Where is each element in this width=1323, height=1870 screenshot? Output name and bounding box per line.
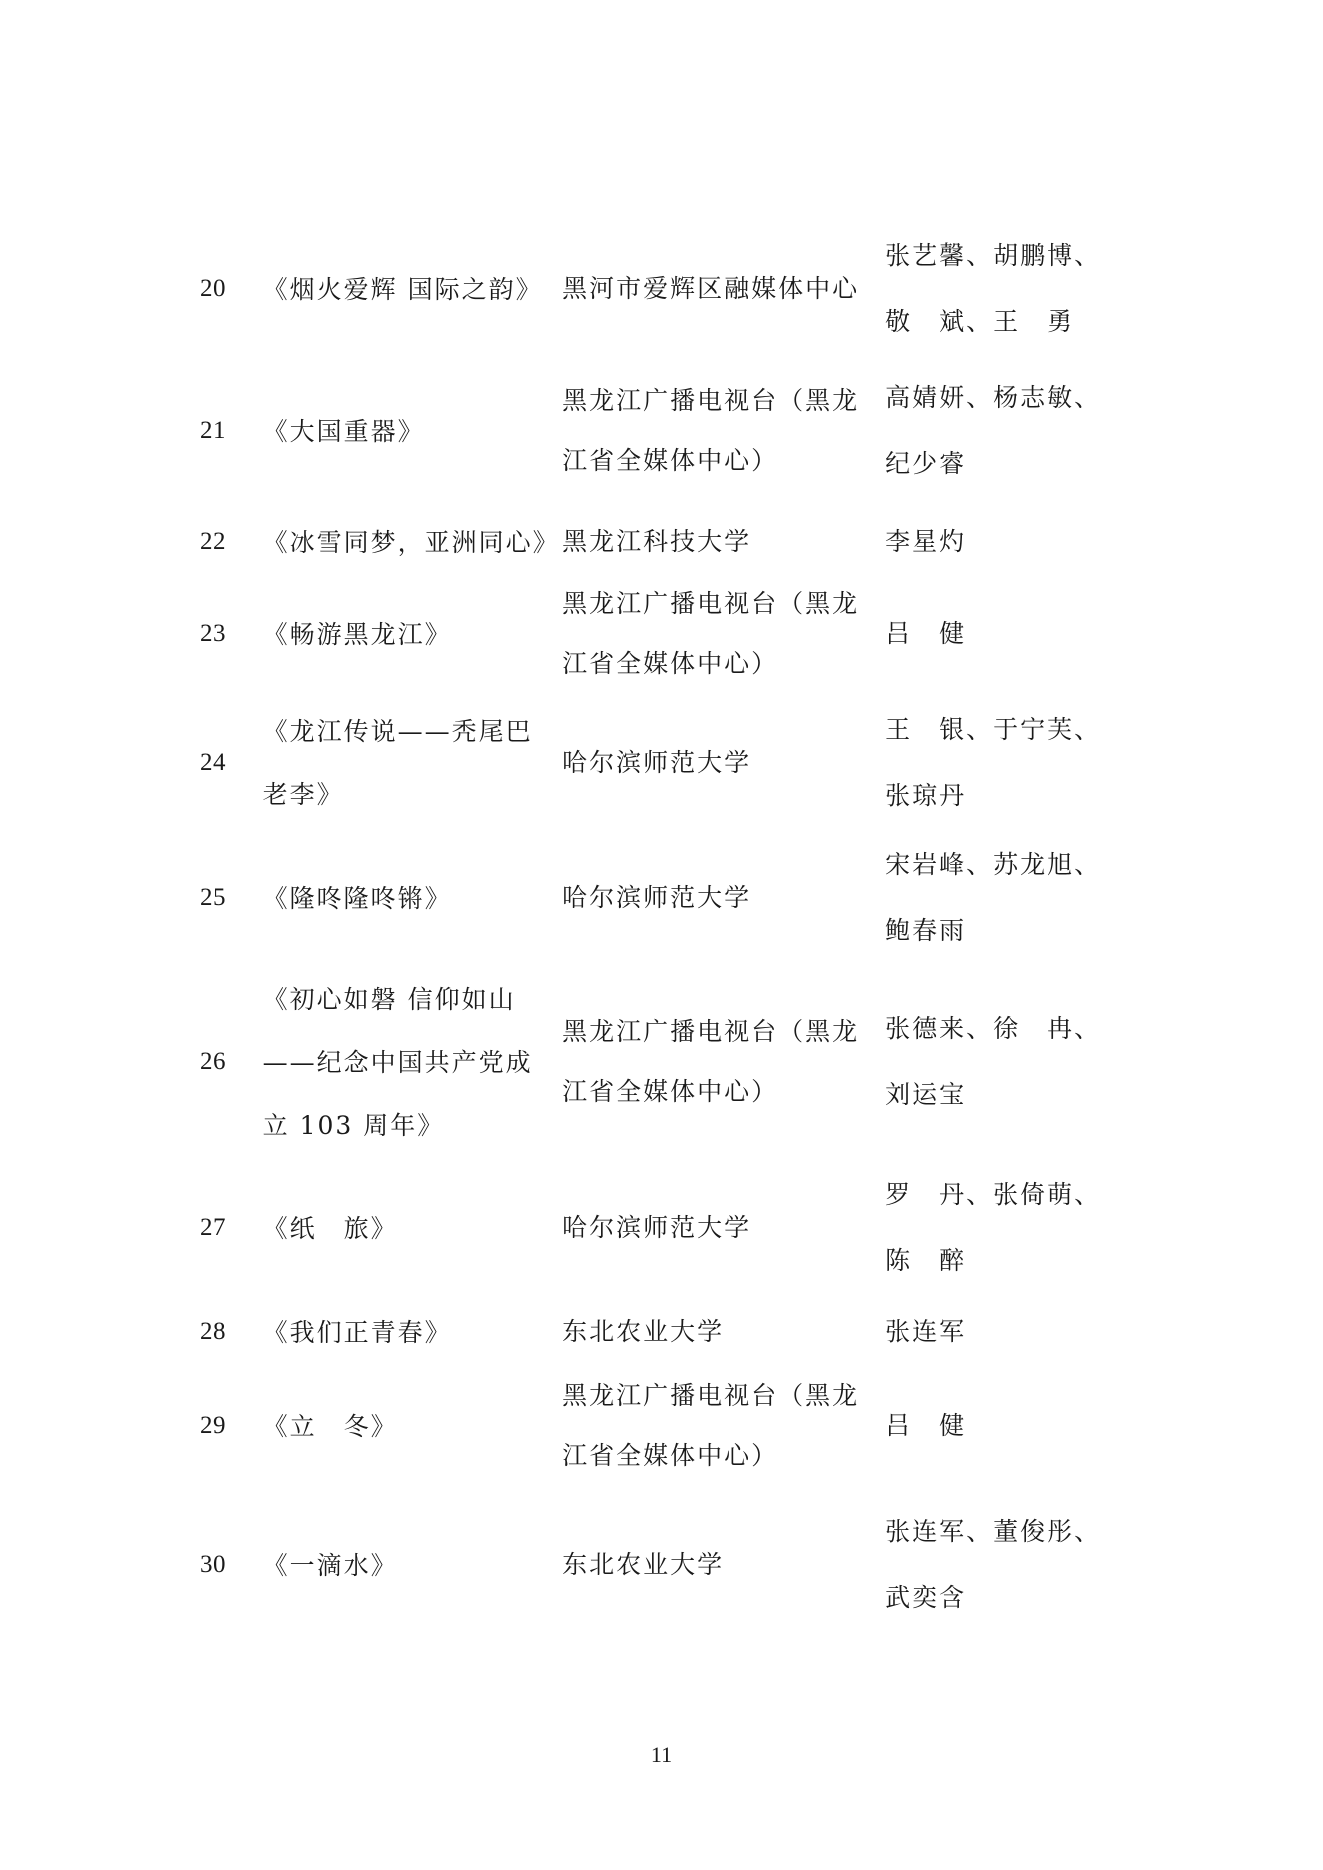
submitting-unit: 黑河市爱辉区融媒体中心	[562, 274, 860, 303]
work-title: 《大国重器》	[262, 416, 425, 446]
submitting-unit: 黑龙江广播电视台（黑龙 江省全媒体中心）	[562, 1017, 860, 1106]
table-row	[200, 832, 1120, 964]
submitting-unit: 哈尔滨师范大学	[562, 883, 752, 912]
authors: 张连军、董俊彤、 武奕含	[885, 1517, 1102, 1612]
work-title: 《隆咚隆咚锵》	[262, 883, 452, 913]
submitting-unit: 黑龙江广播电视台（黑龙 江省全媒体中心）	[562, 589, 860, 678]
work-title: 《冰雪同梦，亚洲同心》	[262, 527, 560, 557]
work-title: 《纸 旅》	[262, 1213, 398, 1243]
table-row	[200, 574, 1120, 694]
page-number: 11	[650, 1742, 673, 1767]
row-number: 27	[200, 1214, 226, 1241]
authors: 张连军	[885, 1317, 967, 1346]
table-row	[200, 230, 1120, 348]
work-title: 《初心如磐 信仰如山 ——纪念中国共产党成 立 103 周年》	[262, 984, 533, 1140]
row-number: 26	[200, 1048, 226, 1075]
row-number: 20	[200, 275, 226, 302]
table-row	[200, 1302, 1120, 1362]
submitting-unit: 哈尔滨师范大学	[562, 1213, 752, 1242]
work-title: 《龙江传说——秃尾巴 老李》	[262, 717, 533, 809]
table-row	[200, 966, 1120, 1158]
row-number: 22	[200, 528, 226, 555]
table-row	[200, 1498, 1120, 1632]
row-number: 25	[200, 884, 226, 911]
table-row	[200, 512, 1120, 572]
row-number: 24	[200, 749, 226, 776]
row-number: 30	[200, 1551, 226, 1578]
work-title: 《一滴水》	[262, 1550, 398, 1580]
authors: 李星灼	[885, 527, 967, 556]
work-title: 《立 冬》	[262, 1411, 398, 1441]
table-row	[200, 1162, 1120, 1294]
work-title: 《畅游黑龙江》	[262, 619, 452, 649]
submitting-unit: 黑龙江广播电视台（黑龙 江省全媒体中心）	[562, 1381, 860, 1470]
table-row	[200, 697, 1120, 829]
authors: 王 银、于宁芙、 张琼丹	[885, 715, 1102, 810]
submitting-unit: 黑龙江广播电视台（黑龙 江省全媒体中心）	[562, 386, 860, 475]
work-title: 《烟火爱辉 国际之韵》	[262, 274, 543, 304]
row-number: 29	[200, 1412, 226, 1439]
work-title: 《我们正青春》	[262, 1317, 452, 1347]
row-number: 28	[200, 1318, 226, 1345]
authors: 张德来、徐 冉、 刘运宝	[885, 1014, 1102, 1109]
row-number: 21	[200, 417, 226, 444]
submitting-unit: 黑龙江科技大学	[562, 527, 752, 556]
table-row	[200, 1366, 1120, 1486]
authors: 罗 丹、张倚萌、 陈 醉	[885, 1180, 1102, 1275]
row-number: 23	[200, 620, 226, 647]
table-row	[200, 369, 1120, 493]
submitting-unit: 东北农业大学	[562, 1550, 725, 1579]
authors: 高婧妍、杨志敏、 纪少睿	[885, 383, 1102, 478]
authors: 吕 健	[885, 1411, 967, 1440]
authors: 宋岩峰、苏龙旭、 鲍春雨	[885, 850, 1102, 945]
authors: 吕 健	[885, 619, 967, 648]
submitting-unit: 哈尔滨师范大学	[562, 748, 752, 777]
submitting-unit: 东北农业大学	[562, 1317, 725, 1346]
authors: 张艺馨、胡鹏博、 敬 斌、王 勇	[885, 241, 1102, 336]
